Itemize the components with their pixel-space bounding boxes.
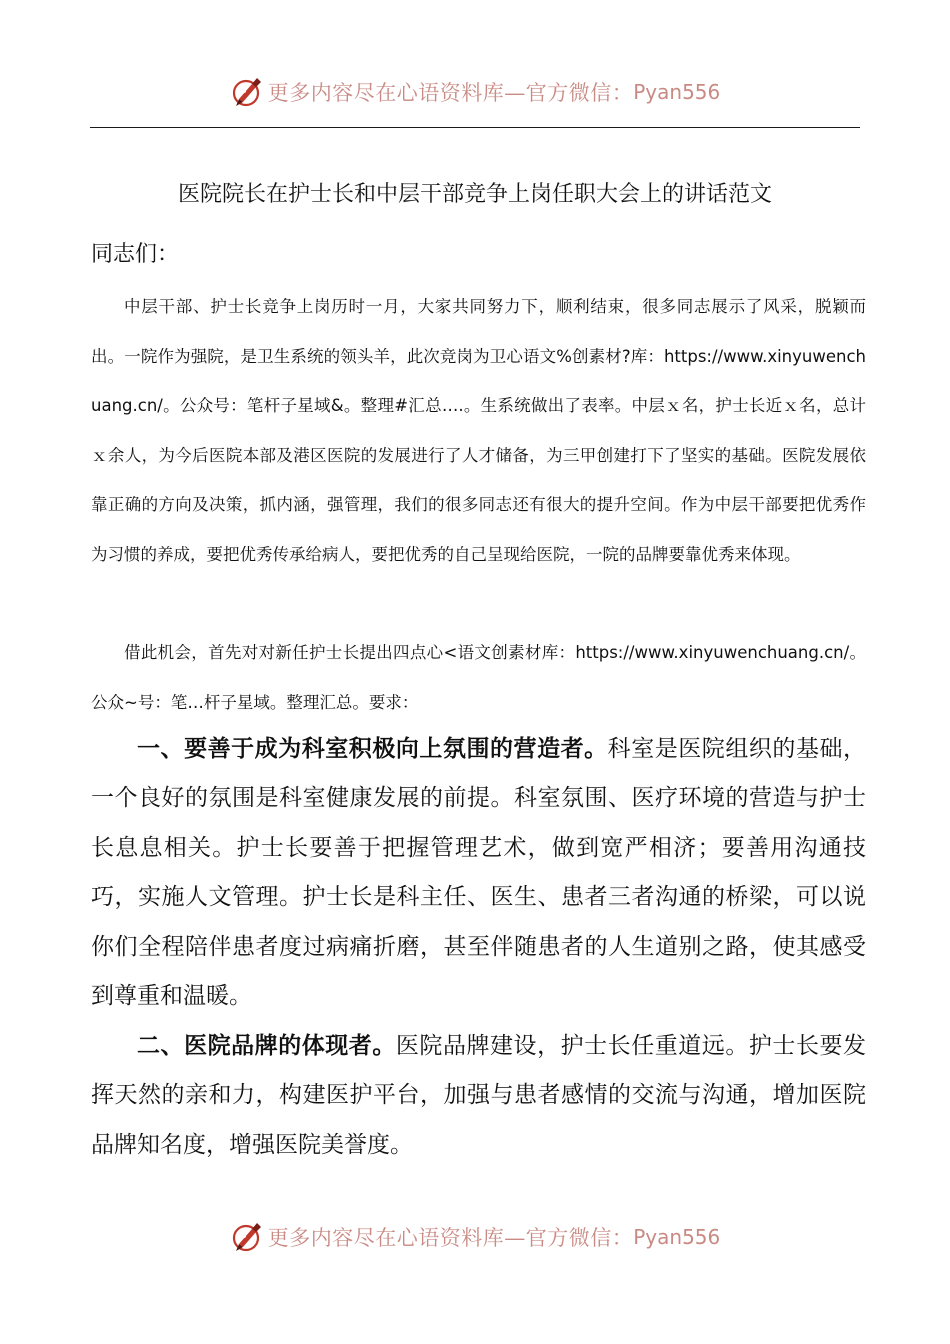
document-title: 医院院长在护士长和中层干部竞争上岗任职大会上的讲话范文 [177, 182, 772, 207]
pen-logo-icon [230, 1220, 264, 1254]
header-wechat-id: Pyan556 [633, 80, 721, 104]
point-two-body: 医院品牌建设，护士长任重道远。护士长要发挥天然的亲和力，构建医护平台，加强与患者感情的交流与沟通，增加医院品牌知名度，增强医院美誉度。 [91, 1033, 867, 1158]
header-banner [0, 72, 950, 112]
point-one-body: 科室是医院组织的基础，一个良好的氛围是科室健康发展的前提。科室氛围、医疗环境的营造与护士长息息相关。护士长要善于把握管理艺术，做到宽严相济；要善用沟通技巧，实施人文管理。护士长是科主任、医生、患者三者沟通的桥梁，可以说你们全程陪伴患者度过病痛折磨，甚至伴随患者的人生道别之路，使其感受到尊重和温暖。 [91, 736, 867, 1010]
paragraph-intro: 中层干部、护士长竞争上岗历时一月，大家共同努力下，顺利结束，很多同志展示了风采，脱颖而出。一院作为强院，是卫生系统的领头羊，此次竞岗为卫心语文%创素材?库：https://www.xinyuwenchuang.cn/。公众号：笔杆子星域&。整理#汇总….。生系统做出了表率。中层ｘ名，护士长近ｘ名，总计ｘ余人，为今后医院本部及港区医院的发展进行了人才储备，为三甲创建打下了坚实的基础。医院发展依靠正确的方向及决策，抓内涵，强管理，我们的很多同志还有很大的提升空间。作为中层干部要把优秀作为习惯的养成，要把优秀传承给病人，要把优秀的自己呈现给医院，一院的品牌要靠优秀来体现。 [91, 297, 866, 564]
point-one-heading: 一、要善于成为科室积极向上氛围的营造者。 [137, 736, 608, 762]
header-divider [90, 127, 860, 128]
point-two [91, 1022, 866, 1170]
pen-logo-icon [230, 75, 264, 109]
footer-wechat-id: Pyan556 [633, 1225, 721, 1249]
paragraph-requirements: 借此机会，首先对对新任护士长提出四点心<语文创素材库：https://www.xinyuwenchuang.cn/。公众~号：笔…杆子星域。整理汇总。要求： [91, 643, 866, 712]
header-banner-text: 更多内容尽在心语资料库—官方微信： [267, 81, 634, 105]
point-two-heading: 二、医院品牌的体现者。 [137, 1033, 396, 1059]
footer-banner [0, 1217, 950, 1257]
point-one [91, 725, 866, 1021]
greeting: 同志们： [91, 242, 180, 267]
footer-banner-text: 更多内容尽在心语资料库—官方微信： [267, 1226, 634, 1250]
